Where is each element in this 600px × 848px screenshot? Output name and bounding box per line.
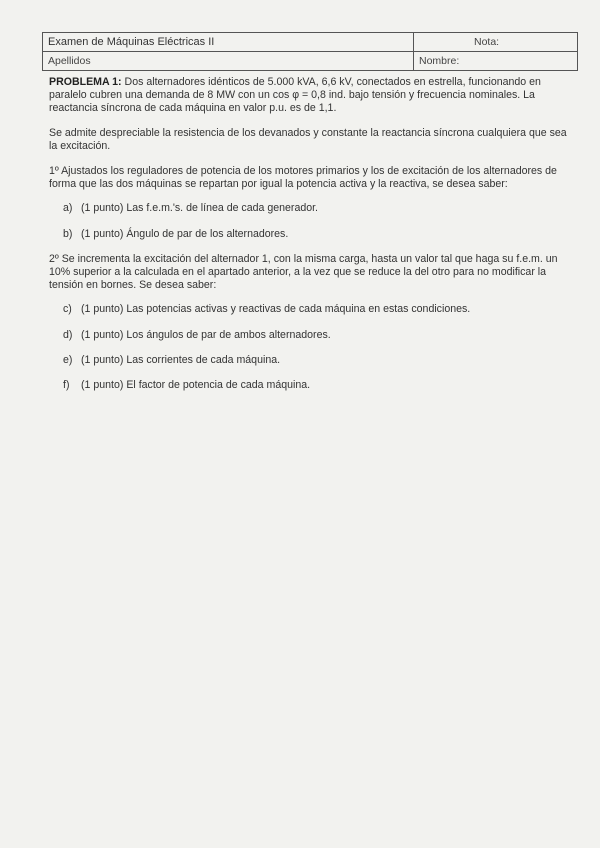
item-text: (1 punto) Las corrientes de cada máquina. [81, 353, 281, 366]
header-row-name [43, 52, 578, 71]
item-text: (1 punto) Ángulo de par de los alternadores. [81, 227, 289, 240]
item-text: (1 punto) Los ángulos de par de ambos alternadores. [81, 328, 331, 341]
part1-items [63, 202, 571, 240]
problem-statement-text: Dos alternadores idénticos de 5.000 kVA, 6,6 kV, conectados en estrella, funcionando en paralelo cubren una demanda de 8 MW con un cos φ = 0,8 ind. bajo tensión y frecuencia nominales. La reactancia síncrona de cada máquina en valor p.u. es de 1,1. [49, 76, 541, 115]
item-text: (1 punto) Las potencias activas y reactivas de cada máquina en estas condiciones. [81, 303, 471, 316]
list-item-e [63, 354, 571, 367]
problem-statement [49, 76, 571, 116]
assumption-text: Se admite despreciable la resistencia de los devanados y constante la reactancia síncrona cualquiera que sea la excitación. [49, 126, 567, 152]
nombre-label: Nombre: [414, 52, 578, 71]
list-item-c [63, 303, 571, 316]
problem-label: PROBLEMA 1: [49, 76, 122, 88]
list-item-d [63, 329, 571, 342]
header-row-title [43, 33, 578, 52]
item-letter: c) [63, 303, 72, 316]
item-letter: e) [63, 353, 73, 366]
exam-header-table [42, 32, 578, 71]
list-item-f [63, 379, 571, 392]
list-item-a [63, 202, 571, 215]
apellidos-label: Apellidos [43, 52, 414, 71]
list-item-b [63, 228, 571, 241]
item-letter: f) [63, 379, 70, 392]
item-text: (1 punto) Las f.e.m.'s. de línea de cada generador. [81, 202, 319, 215]
part2-intro: 2º Se incrementa la excitación del alternador 1, con la misma carga, hasta un valor tal que haga su f.e.m. un 10% superior a la calculada en el apartado anterior, a la vez que se reduce la del otro para no modificar la tensión en bornes. Se desea saber: [49, 252, 558, 292]
item-letter: b) [63, 227, 73, 240]
problem-content [49, 76, 571, 404]
item-text: (1 punto) El factor de potencia de cada máquina. [81, 379, 311, 392]
item-letter: d) [63, 328, 73, 341]
course-title: Examen de Máquinas Eléctricas II [43, 33, 414, 52]
part1-intro: 1º Ajustados los reguladores de potencia de los motores primarios y los de excitación de los alternadores de forma que las dos máquinas se repartan por igual la potencia activa y la reactiva, se desea saber: [49, 165, 557, 191]
part2-items [63, 303, 571, 392]
nota-label: Nota: [414, 33, 578, 52]
item-letter: a) [63, 202, 73, 215]
